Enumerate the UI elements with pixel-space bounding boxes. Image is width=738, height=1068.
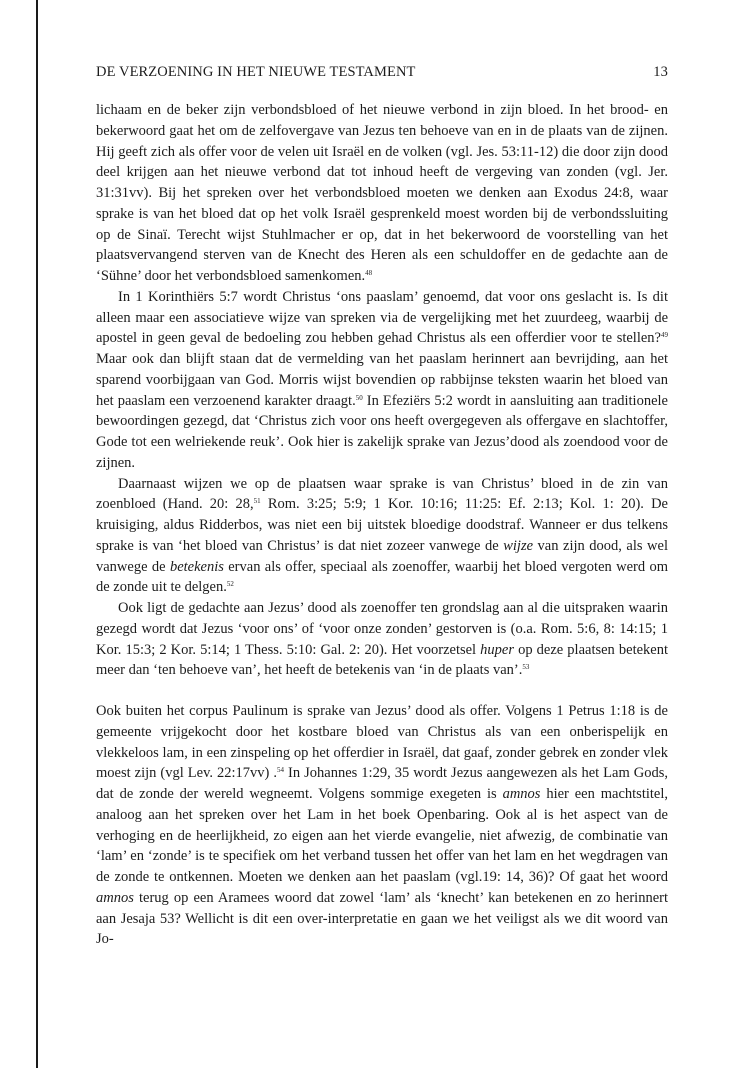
paragraph <box>96 287 668 474</box>
footnote-ref: 50 <box>355 393 363 402</box>
text-run: terug op een Aramees woord dat zowel ‘lam’ als ‘knecht’ kan betekenen en zo herinnert aan Jesaja 53? Wellicht is dit een over-interpretatie en gaan we het veiligst als we dit woord van Jo- <box>96 889 668 948</box>
text-run: hier een machtstitel, analoog aan het spreken over het Lam in het boek Openbaring. Ook al is het aspect van de verhoging en de heerlijkheid, zo eigen aan het vierde evangelie, niet afwezig, de combinatie van ‘lam’ en ‘zonde’ is te specifiek om het verband tussen het offer van het lam en het wegdragen van de zonde te ontkennen. Moeten we denken aan het paaslam (vgl.19: 14, 36)? Of gaat het woord <box>96 786 668 885</box>
text-run: Rom. 3:25; 5:9; 1 Kor. 10:16; 11:25: Ef. 2:13; Kol. 1: 20). De kruisiging, aldus Ridderbos, was niet een bij uitstek bloedige doodstraf. Wanneer er dus telkens sprake is van ‘het bloed van Christus’ is dat niet zozeer vanwege de <box>96 496 668 554</box>
text-run: Maar ook dan blijft staan dat de vermelding van het paaslam herinnert aan bevrijding, aan het sparend voorbijgaan van God. Morris wijst bovendien op rabbijnse teksten waarin het bloed van het paaslam een verzoenend karakter draagt. <box>96 351 668 409</box>
footnote-ref: 51 <box>253 497 261 506</box>
paragraph <box>96 100 668 287</box>
text-run: ervan als offer, speciaal als zoenoffer, waarbij het bloed vergoten werd om de zonde uit te delgen. <box>96 558 668 596</box>
text-run: In Johannes 1:29, 35 wordt Jezus aangewezen als het Lam Gods, dat de zonde der wereld wegneemt. Volgens sommige exegeten is <box>96 765 668 802</box>
body-text <box>96 100 668 950</box>
text-run: lichaam en de beker zijn verbondsbloed of het nieuwe verbond in zijn bloed. In het brood- en bekerwoord gaat het om de zelfovergave van Jezus ten behoeve van en in de plaats van de zijnen. Hij geeft zich als offer voor de velen uit Israël en de volken (vgl. Jes. 53:11-12) die door zijn dood deel krijgen aan het nieuwe verbond dat tot inhoud heeft de vergeving van zonden (vgl. Jer. 31:31vv). Bij het spreken over het verbondsbloed moeten we denken aan Exodus 24:8, waar sprake is van het bloed dat op het volk Israël gesprenkeld moest worden bij de verbondssluiting op de Sinaï. Terecht wijst Stuhlmacher er op, dat in het bekerwoord de voorstelling van het plaatsvervangend sterven van de Knecht des Heren als een schuldoffer en de gedachte aan de ‘Sühne’ door het verbondsbloed samenkomen. <box>96 102 668 284</box>
italic-term: huper <box>480 641 515 658</box>
text-run: In Efeziërs 5:2 wordt in aansluiting aan traditionele bewoordingen gezegd, dat ‘Christus zich voor ons heeft overgegeven als offergave en slachtoffer, Gode tot een welriekende reuk’. Ook hier is zakelijk sprake van Jezus’dood als zoendood voor de zijnen. <box>96 392 668 471</box>
text-run: op deze plaatsen betekent meer dan ‘ten behoeve van’, het heeft de betekenis van ‘in de plaats van’. <box>96 641 668 679</box>
footnote-ref: 49 <box>661 331 668 340</box>
footnote-ref: 48 <box>365 269 373 277</box>
text-run: Daarnaast wijzen we op de plaatsen waar sprake is van Christus’ bloed in de zin van zoenbloed (Hand. 20: 28, <box>96 475 668 513</box>
text-run: Ook buiten het corpus Paulinum is sprake van Jezus’ dood als offer. Volgens 1 Petrus 1:18 is de gemeente vrijgekocht door het kostbare bloed van Christus als van een onberispelijk en vlekkeloos lam, in een zinspeling op het offerdier in Israël, dat gaaf, zonder gebrek en zonder vlek moest zijn (vgl Lev. 22:17vv) . <box>96 703 668 782</box>
italic-term: amnos <box>502 786 541 802</box>
italic-term: amnos <box>96 889 134 906</box>
text-run: In 1 Korinthiërs 5:7 wordt Christus ‘ons paaslam’ genoemd, dat voor ons geslacht is. Is dit alleen maar een associatieve wijze van spreken via de vergelijking met het zuurdeeg, waarbij de apostel in geen geval de bedoeling zou hebben gehad Christus als een offerdier voor te stellen? <box>96 288 668 347</box>
italic-term: betekenis <box>169 558 224 575</box>
text-run: Ook ligt de gedachte aan Jezus’ dood als zoenoffer ten grondslag aan al die uitspraken waarin gezegd wordt dat Jezus ‘voor ons’ of ‘voor onze zonden’ gestorven is (o.a. Rom. 5:6, 8: 14:15; 1 Kor. 15:3; 2 Kor. 5:14; 1 Thess. 5:10: Gal. 2: 20). Het voorzetsel <box>96 600 668 658</box>
paragraph <box>96 598 668 681</box>
binding-edge-line <box>36 0 38 1068</box>
paragraph <box>96 474 668 599</box>
paragraph <box>96 701 668 950</box>
footnote-ref: 54 <box>277 766 285 775</box>
footnote-ref: 52 <box>226 580 234 589</box>
running-header <box>96 64 668 86</box>
italic-term: wijze <box>503 537 534 554</box>
footnote-ref: 53 <box>522 663 530 672</box>
running-title: DE VERZOENING IN HET NIEUWE TESTAMENT <box>96 64 416 80</box>
page-number: 13 <box>653 64 668 80</box>
text-run: van zijn dood, als wel vanwege de <box>96 537 668 575</box>
